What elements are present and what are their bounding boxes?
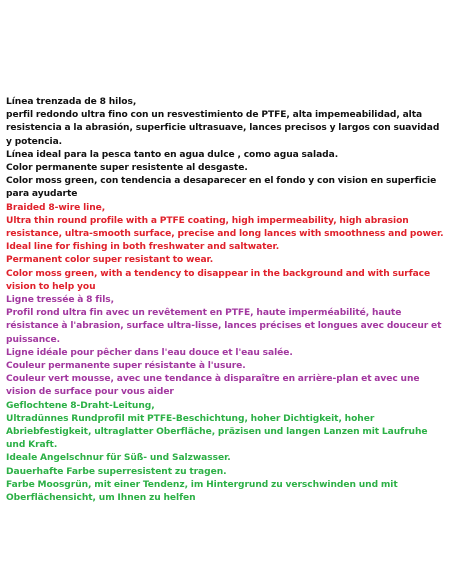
spanish-section [6,96,446,202]
french-line-1: Ligne tressée à 8 fils, [6,295,115,306]
english-section [6,202,446,294]
english-line-5: Color moss green, with a tendency to disappear in the background and with surface vision to help you [6,268,431,292]
german-line-1: Geflochtene 8-Draht-Leitung, [6,400,155,411]
french-line-5: Couleur vert mousse, avec une tendance à disparaître en arrière-plan et avec une vision de surface pour vous aider [6,374,420,398]
spanish-line-1: Línea trenzada de 8 hilos, [6,97,137,107]
german-line-3: Ideale Angelschnur für Süß- und Salzwasser. [6,453,231,464]
english-line-2: Ultra thin round profile with a PTFE coating, high impermeability, high abrasion resistance, ultra-smooth surface, precise and long lances with smoothness and power. [6,215,444,240]
spanish-line-5: Color moss green, con tendencia a desaparecer en el fondo y con vision en superficie para ayudarte [6,176,437,200]
german-line-5: Farbe Moosgrün, mit einer Tendenz, im Hintergrund zu verschwinden und mit Oberflächensicht, um Ihnen zu helfen [6,479,398,504]
french-line-2: Profil rond ultra fin avec un revêtement en PTFE, haute imperméabilité, haute résistance à l'abrasion, surface ultra-lisse, lances précises et longues avec douceur et puissance. [6,308,442,345]
english-line-1: Braided 8-wire line, [6,202,106,213]
english-line-3: Ideal line for fishing in both freshwater and saltwater. [6,242,280,253]
french-line-4: Couleur permanente super résistante à l'usure. [6,361,246,372]
french-section [6,294,446,400]
product-description [6,96,446,505]
spanish-line-3: Línea ideal para la pesca tanto en agua dulce , como agua salada. [6,149,339,160]
german-line-2: Ultradünnes Rundprofil mit PTFE-Beschichtung, hoher Dichtigkeit, hoher Abriebfestigkeit, ultraglatter Oberfläche, präzisen und langen Lanzen mit Laufruhe und Kraft. [6,413,428,451]
french-line-3: Ligne idéale pour pêcher dans l'eau douce et l'eau salée. [6,347,293,358]
german-section [6,400,446,506]
german-line-4: Dauerhafte Farbe superresistent zu tragen. [6,466,227,477]
spanish-line-2: perfil redondo ultra fino con un resvestimiento de PTFE, alta impemeabilidad, alta resistencia a la abrasión, superficie ultrasuave, lances precisos y largos con suavidad y potencia. [6,110,440,147]
english-line-4: Permanent color super resistant to wear. [6,255,214,266]
spanish-line-4: Color permanente super resistente al desgaste. [6,163,248,174]
